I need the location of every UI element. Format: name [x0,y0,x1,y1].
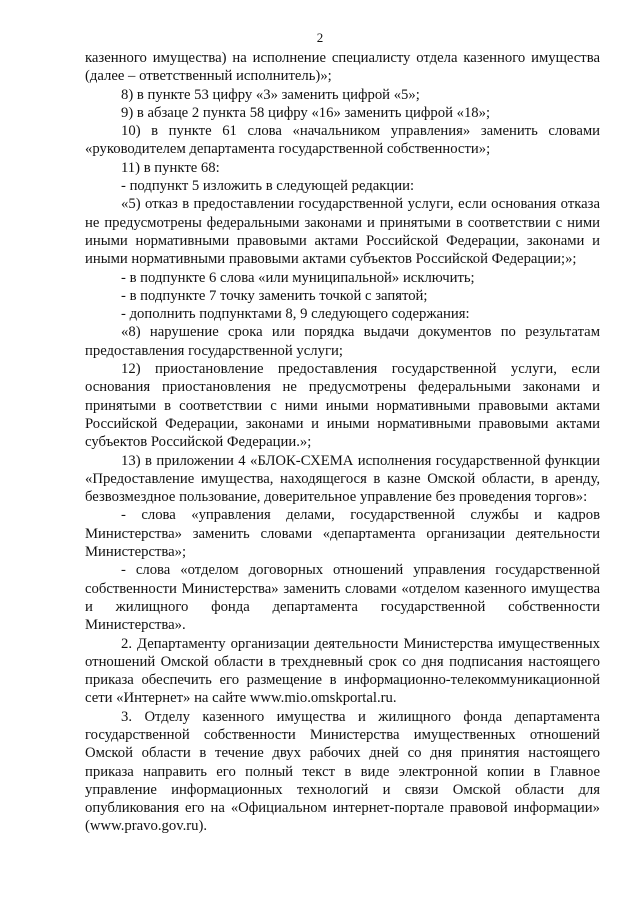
paragraph-item-8: 8) в пункте 53 цифру «3» заменить цифрой «5»; [121,86,420,103]
paragraph-clause-2: 2. Департаменту организации деятельности Министерства имущественных отношений Омской области в трехдневный срок со дня подписания настоящего приказа обеспечить его размещение в информационно-телекоммуникационной сети «Интернет» на сайте www.mio.omskportal.ru. [85,635,600,707]
document-body [85,49,600,836]
paragraph-subitem-6: - в подпункте 6 слова «или муниципальной» исключить; [121,269,475,286]
paragraph-subitem-5-text: «5) отказ в предоставлении государственной услуги, если основания отказа не предусмотрены федеральными законами и принятыми в соответствии с ними иными нормативными правовыми актами Российской Федерации, законами и иными нормативными правовыми актами субъектов Российской Федерации;»; [85,196,600,268]
page-number: 2 [316,30,324,45]
paragraph-clause-3: 3. Отделу казенного имущества и жилищного фонда департамента государственной собственности Министерства имущественных отношений Омской области в течение двух рабочих дней со дня принятия настоящего приказа направить его полный текст в виде электронной копии в Главное управление информационных технологий и связи Омской области для опубликования его на «Официальном интернет-портале правовой информации» (www.pravo.gov.ru). [85,708,600,835]
paragraph-subitem-7: - в подпункте 7 точку заменить точкой с запятой; [121,287,428,304]
paragraph-item-13: 13) в приложении 4 «БЛОК-СХЕМА исполнения государственной функции «Предоставление имущества, находящегося в казне Омской области, в аренду, безвозмездное пользование, доверительное управление без проведения торгов»: [85,452,600,506]
paragraph-item-13-dash-1: - слова «управления делами, государственной службы и кадров Министерства» заменить словами «департамента организации деятельности Министерства»; [85,507,600,561]
paragraph-item-11: 11) в пункте 68: [121,159,220,176]
paragraph-item-13-dash-2: - слова «отделом договорных отношений управления государственной собственности Министерства» заменить словами «отделом казенного имущества и жилищного фонда департамента государственной собственности Министерства». [85,562,600,634]
paragraph-subitems-8-9-intro: - дополнить подпунктами 8, 9 следующего содержания: [121,306,470,323]
paragraph-item-12: 12) приостановление предоставления государственной услуги, если основания приостановления не предусмотрены федеральными законами и принятыми в соответствии с ними иными нормативными правовыми актами Российской Федерации, законами и иными нормативными правовыми актами субъектов Российской Федерации.»; [85,361,600,451]
paragraph-item-9: 9) в абзаце 2 пункта 58 цифру «16» заменить цифрой «18»; [121,104,491,121]
paragraph-continuation: казенного имущества) на исполнение специалисту отдела казенного имущества (далее – ответственный исполнитель)»; [85,50,600,85]
paragraph-subitem-8-text: «8) нарушение срока или порядка выдачи документов по результатам предоставления государственной услуги; [85,324,600,359]
paragraph-subitem-5-intro: - подпункт 5 изложить в следующей редакции: [121,178,415,195]
paragraph-item-10: 10) в пункте 61 слова «начальником управления» заменить словами «руководителем департамента государственной собственности»; [85,123,600,158]
